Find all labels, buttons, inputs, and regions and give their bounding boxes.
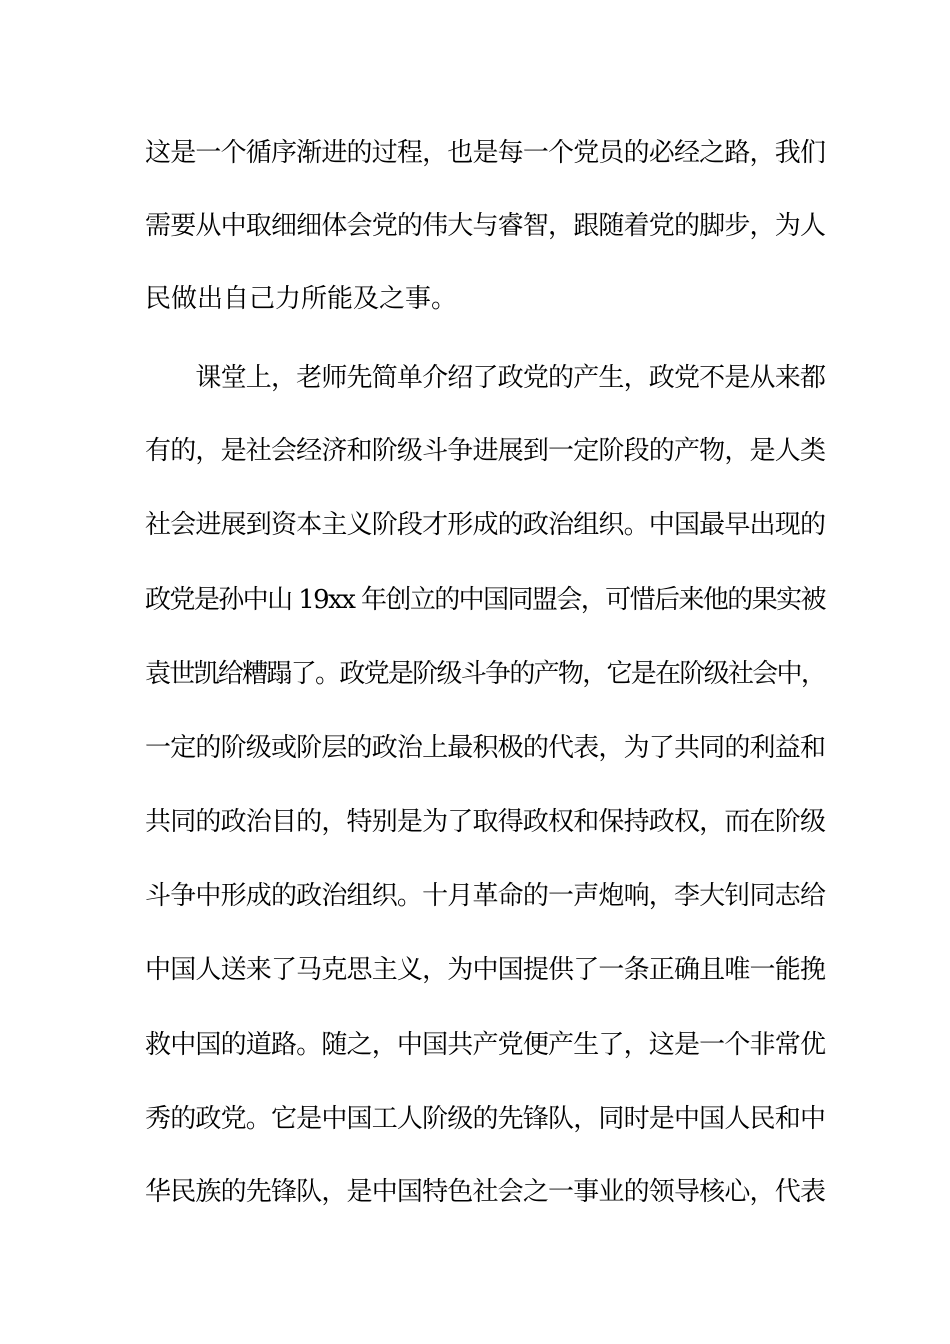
text-line: 共同的政治目的，特别是为了取得政权和保持政权，而在阶级 xyxy=(145,807,826,837)
text-line: 斗争中形成的政治组织。十月革命的一声炮响，李大钊同志给 xyxy=(145,881,826,911)
text-line: 社会进展到资本主义阶段才形成的政治组织。中国最早出现的 xyxy=(145,510,826,540)
text-line: 一定的阶级或阶层的政治上最积极的代表，为了共同的利益和 xyxy=(145,733,826,763)
text-line: 中国人送来了马克思主义，为中国提供了一条正确且唯一能挽 xyxy=(145,955,826,985)
text-line: 袁世凯给糟蹋了。政党是阶级斗争的产物，它是在阶级社会中， xyxy=(145,659,826,689)
text-line: 有的，是社会经济和阶级斗争进展到一定阶段的产物，是人类 xyxy=(145,436,826,466)
text-line: 政党是孙中山 19xx 年创立的中国同盟会，可惜后来他的果实被 xyxy=(145,585,825,615)
text-line: 救中国的道路。随之，中国共产党便产生了，这是一个非常优 xyxy=(145,1030,826,1060)
text-line: 华民族的先锋队，是中国特色社会之一事业的领导核心，代表 xyxy=(145,1177,826,1207)
text-line: 民做出自己力所能及之事。 xyxy=(145,284,458,314)
text-line: 秀的政党。它是中国工人阶级的先锋队，同时是中国人民和中 xyxy=(145,1104,826,1134)
text-line: 这是一个循序渐进的过程，也是每一个党员的必经之路，我们 xyxy=(145,138,826,168)
text-line: 需要从中取细细体会党的伟大与睿智，跟随着党的脚步，为人 xyxy=(145,211,826,241)
text-line: 课堂上，老师先简单介绍了政党的产生，政党不是从来都 xyxy=(145,363,826,393)
